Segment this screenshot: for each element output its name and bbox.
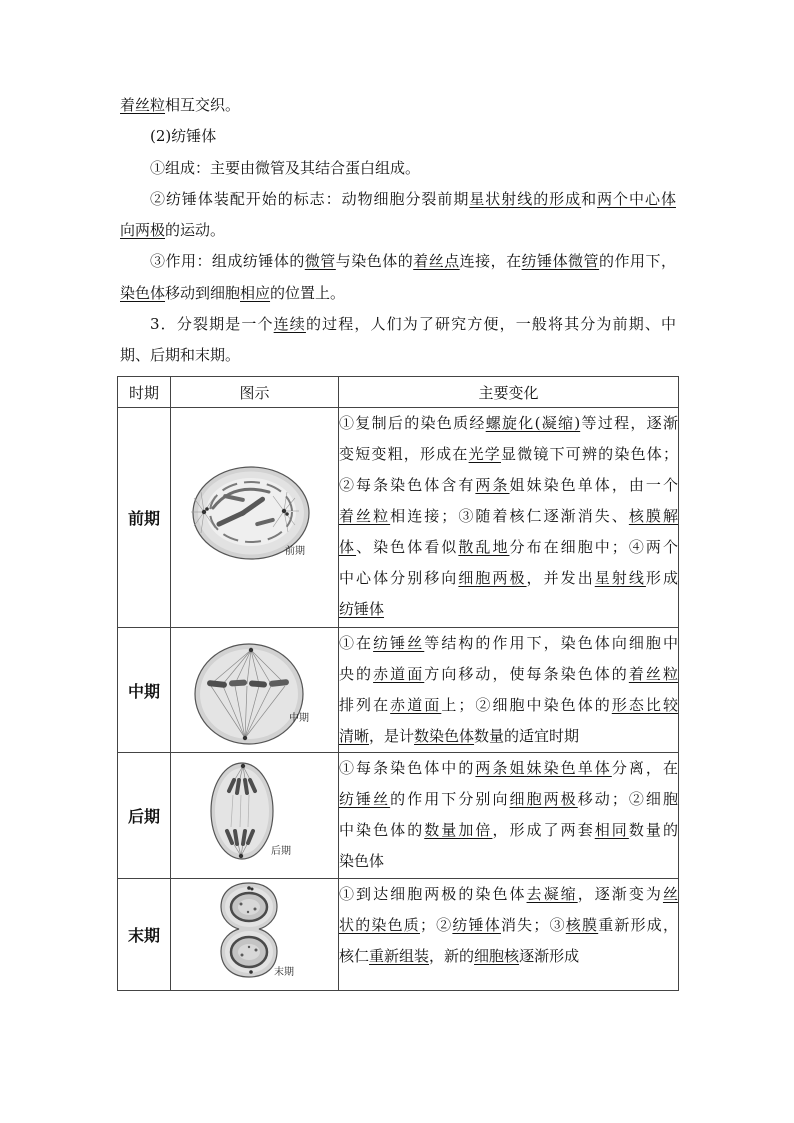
table-row-metaphase [118, 628, 679, 753]
text-run: ①组成：主要由微管及其结合蛋白组成。 [150, 158, 421, 177]
text-run: 等过程，逐渐 [580, 414, 678, 432]
telophase-diagram [171, 879, 338, 990]
period-cell: 末期 [118, 879, 171, 991]
key-term: 微管 [304, 252, 336, 271]
changes-cell [339, 753, 679, 879]
key-term: 去凝缩 [526, 885, 578, 903]
key-term: 星状射线的形成 [469, 189, 582, 208]
text-run: 上；②细胞中染色体的 [441, 696, 612, 714]
text-run: 变短变粗，形成在 [339, 445, 469, 463]
text-run: 连接，在 [459, 252, 522, 271]
key-term: 核膜解 [628, 507, 678, 525]
text-run: 的作用下分别向 [390, 790, 510, 808]
figure-label: 末期 [274, 967, 294, 978]
anaphase-cell [211, 763, 273, 859]
figure-cell [171, 753, 339, 879]
key-term: 相同 [594, 821, 629, 839]
text-run: 显微镜下可辨的染色体； [501, 445, 678, 463]
key-term: 螺旋化(凝缩) [485, 414, 581, 432]
text-run: 的运动。 [165, 221, 226, 239]
text-run: 分布在细胞中；④两个 [509, 538, 678, 556]
text-run: 方向移动，使每条染色体的 [424, 665, 629, 683]
telophase-cell [221, 883, 277, 977]
key-term: 散乱地 [458, 538, 510, 556]
cell-line [339, 815, 678, 846]
text-run: 形成 [645, 569, 678, 587]
key-term: 数量加倍 [424, 821, 493, 839]
header-period: 时期 [118, 377, 171, 408]
cell-line [339, 784, 678, 815]
text-run: 期、后期和末期。 [120, 346, 241, 364]
cell-line [339, 910, 678, 941]
cell-line [339, 690, 678, 721]
text-run: ③作用：组成纺锤体的 [150, 252, 305, 271]
key-term: 两条姐妹染色单体 [475, 759, 612, 777]
figure-label: 中期 [289, 713, 309, 724]
key-term: 纺锤丝 [373, 634, 425, 652]
key-term: 重新组装 [369, 947, 430, 965]
key-term: 细胞核 [474, 947, 520, 965]
figure-label: 后期 [271, 846, 291, 857]
key-term: 纺锤体 [452, 916, 501, 934]
key-term: 丝 [662, 885, 678, 903]
key-term: 数染色体 [414, 727, 475, 745]
key-term: 两个中心体 [597, 189, 676, 208]
text-run: 与染色体的 [335, 252, 414, 271]
cell-line [339, 721, 678, 752]
text-run: 央的 [339, 665, 374, 683]
text-run: 逐渐形成 [519, 947, 580, 965]
key-term: 相应 [240, 283, 271, 302]
key-term: 着丝粒 [628, 665, 678, 683]
key-term: 细胞两极 [458, 569, 527, 587]
table-header-row [118, 377, 679, 408]
text-run: 数量的适宜时期 [474, 727, 580, 745]
table-row-prophase [118, 408, 679, 628]
text-run: ，是计 [369, 727, 415, 745]
paragraph-line [120, 246, 676, 277]
paragraph-line [120, 278, 676, 309]
text-run: 数量的 [628, 821, 678, 839]
key-term: 着丝粒 [339, 507, 391, 525]
cell-line [339, 470, 678, 501]
paragraph-line [120, 215, 676, 246]
text-run: 中染色体的 [339, 821, 425, 839]
text-run: 的位置上。 [270, 283, 346, 302]
text-run: 中心体分别移向 [339, 569, 459, 587]
text-run: 排列在 [339, 696, 391, 714]
metaphase-cell [195, 644, 303, 744]
cell-line [339, 659, 678, 690]
text-run: (2)纺锤体 [150, 127, 217, 146]
metaphase-diagram [171, 628, 338, 752]
figure-cell [171, 879, 339, 991]
table-row-anaphase [118, 753, 679, 879]
text-run: 核仁 [339, 947, 370, 965]
text-run: 移动到细胞 [165, 283, 241, 302]
key-term: 形态比较 [611, 696, 678, 714]
text-run: ，逐渐变为 [577, 885, 663, 903]
changes-cell [339, 879, 679, 991]
cell-line [339, 532, 678, 563]
text-run: ①在 [339, 634, 374, 652]
key-term: 光学 [468, 445, 501, 463]
text-run: ②纺锤体装配开始的标志：动物细胞分裂前期 [150, 189, 470, 208]
key-term: 着丝粒 [120, 96, 166, 114]
text-run: ，形成了两套 [492, 821, 595, 839]
cell-line [339, 594, 678, 625]
cell-line [339, 408, 678, 439]
cell-line [339, 501, 678, 532]
header-changes: 主要变化 [339, 377, 679, 408]
table-row-telophase [118, 879, 679, 991]
text-run: 重新形成， [598, 916, 678, 934]
paragraph-line [120, 184, 676, 215]
key-term: 纺锤体微管 [521, 252, 600, 271]
period-cell: 中期 [118, 628, 171, 753]
text-run: 染色体 [339, 852, 385, 870]
key-term: 星射线 [594, 569, 646, 587]
text-run: ，并发出 [526, 569, 595, 587]
key-term: 细胞两极 [509, 790, 578, 808]
key-term: 向两极 [120, 221, 166, 239]
figure-cell [171, 408, 339, 628]
key-term: 清晰 [339, 727, 370, 745]
text-run: 相互交织。 [165, 96, 241, 114]
cell-line [339, 879, 678, 910]
text-run: ，新的 [429, 947, 475, 965]
text-run: 、染色体看似 [356, 538, 459, 556]
text-run: 和 [581, 189, 598, 208]
key-term: 着丝点 [413, 252, 460, 271]
key-term: 状的染色质 [339, 916, 420, 934]
cell-line [339, 563, 678, 594]
cell-line [339, 439, 678, 470]
cell-line [339, 628, 678, 659]
key-term: 两条 [475, 476, 510, 494]
text-run: ①每条染色体中的 [339, 759, 476, 777]
text-run: 等结构的作用下，染色体向细胞中 [424, 634, 678, 652]
text-run: 移动；②细胞 [577, 790, 678, 808]
text-run: 的作用下， [599, 252, 676, 271]
text-run: ；② [419, 916, 453, 934]
key-term: 赤道面 [390, 696, 442, 714]
text-run: ②每条染色体含有 [339, 476, 476, 494]
changes-cell [339, 628, 679, 753]
key-term: 纺锤体 [339, 600, 385, 618]
key-term: 连续 [273, 314, 306, 333]
text-run: 相连接；③随着核仁逐渐消失、 [390, 507, 629, 525]
text-run: 消失；③ [500, 916, 566, 934]
text-run: ①复制后的染色质经 [339, 414, 486, 432]
text-run: 的过程，人们为了研究方便，一般将其分为前期、中 [305, 314, 676, 333]
body-text [120, 90, 676, 371]
paragraph-line [120, 340, 676, 371]
cytoplasm [200, 649, 298, 739]
paragraph-line [120, 309, 676, 340]
key-term: 染色体 [120, 283, 166, 302]
paragraph-line [120, 153, 676, 184]
figure-label: 前期 [285, 546, 305, 557]
text-run: 姐妹染色单体，由一个 [509, 476, 678, 494]
header-figure: 图示 [171, 377, 339, 408]
figure-cell [171, 628, 339, 753]
period-cell: 后期 [118, 753, 171, 879]
cell-line [339, 941, 678, 972]
anaphase-diagram [171, 753, 338, 878]
text-run: ①到达细胞两极的染色体 [339, 885, 527, 903]
key-term: 核膜 [565, 916, 599, 934]
section-heading [120, 121, 676, 152]
key-term: 体 [339, 538, 357, 556]
text-run: 分离，在 [611, 759, 678, 777]
prophase-diagram [171, 408, 338, 627]
mitosis-phase-table [117, 376, 679, 991]
text-run: 3．分裂期是一个 [150, 314, 274, 333]
period-cell: 前期 [118, 408, 171, 628]
cell-line [339, 846, 678, 877]
paragraph-line [120, 90, 676, 121]
changes-cell [339, 408, 679, 628]
key-term: 赤道面 [373, 665, 425, 683]
cell-line [339, 753, 678, 784]
key-term: 纺锤丝 [339, 790, 391, 808]
